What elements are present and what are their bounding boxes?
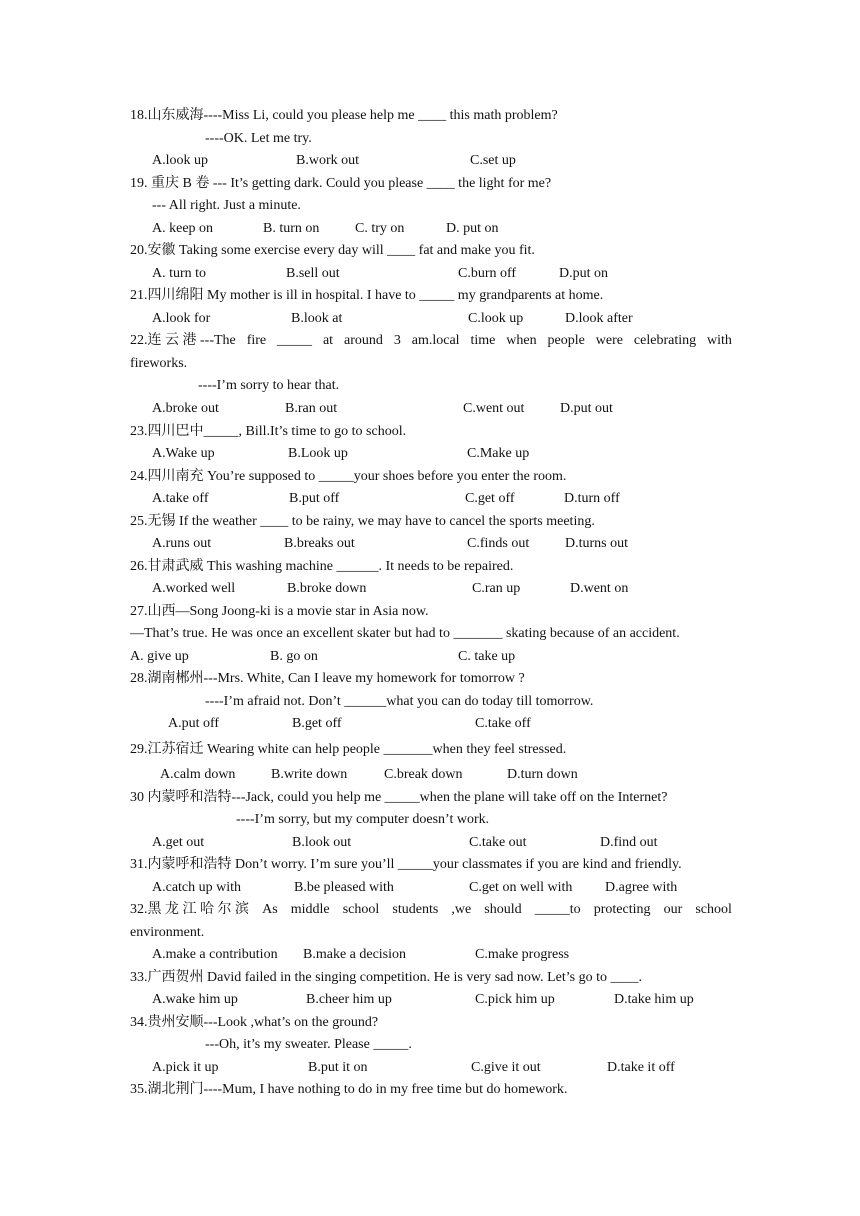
stem-word: school — [342, 902, 380, 917]
question-30-option-c: C.take out — [469, 835, 527, 850]
question-29-option-d: D.turn down — [507, 767, 578, 782]
question-22-option-d: D.put out — [560, 401, 613, 416]
stem-word: 22.连 云 港 ---The — [130, 333, 236, 348]
stem-word: am.local — [411, 333, 460, 348]
stem-word: 3 — [393, 333, 401, 348]
question-20-option-c: C.burn off — [458, 266, 517, 281]
question-21-option-d: D.look after — [565, 311, 633, 326]
question-34-option-c: C.give it out — [471, 1060, 541, 1075]
question-21-stem: 21.四川绵阳 My mother is ill in hospital. I have to _____ my grandparents at home. — [130, 288, 604, 303]
question-24-option-d: D.turn off — [564, 491, 620, 506]
question-33-stem: 33.广西贺州 David failed in the singing competition. He is very sad now. Let’s go to ____. — [130, 970, 642, 985]
question-30-stem: 30 内蒙呼和浩特---Jack, could you help me _____when the plane will take off on the Internet? — [130, 790, 668, 805]
question-18-stem: 18.山东威海----Miss Li, could you please help me ____ this math problem? — [130, 108, 558, 123]
question-20-option-d: D.put on — [559, 266, 608, 281]
question-18-option-b: B.work out — [296, 153, 359, 168]
question-32-option-c: C.make progress — [475, 947, 570, 962]
question-22-option-c: C.went out — [463, 401, 525, 416]
question-31-stem: 31.内蒙呼和浩特 Don’t worry. I’m sure you’ll _____your classmates if you are kind and friendly. — [130, 857, 682, 872]
stem-word: protecting — [593, 902, 651, 917]
question-26-stem: 26.甘肃武威 This washing machine ______. It needs to be repaired. — [130, 559, 514, 574]
question-19-stem: 19. 重庆 B 卷 --- It’s getting dark. Could you please ____ the light for me? — [130, 176, 552, 191]
question-35-stem: 35.湖北荆门----Mum, I have nothing to do in my free time but do homework. — [130, 1082, 568, 1097]
question-23-option-c: C.Make up — [467, 446, 530, 461]
question-21-option-a: A.look for — [152, 311, 211, 326]
question-34-option-d: D.take it off — [607, 1060, 675, 1075]
question-22-option-b: B.ran out — [285, 401, 338, 416]
question-23-option-a: A.Wake up — [152, 446, 215, 461]
question-27-option-a: A. give up — [130, 649, 189, 664]
question-26-option-a: A.worked well — [152, 581, 236, 596]
question-28-option-a: A.put off — [168, 716, 220, 731]
question-25-option-d: D.turns out — [565, 536, 628, 551]
stem-word: with — [707, 333, 732, 348]
question-29-stem: 29.江苏宿迁 Wearing white can help people _______when they feel stressed. — [130, 742, 567, 757]
stem-word: ,we — [451, 902, 472, 917]
question-23-option-b: B.Look up — [288, 446, 348, 461]
question-19-option-b: B. turn on — [263, 221, 320, 236]
question-24-stem: 24.四川南充 You’re supposed to _____your shoes before you enter the room. — [130, 469, 567, 484]
question-28-option-b: B.get off — [292, 716, 342, 731]
question-27-stem: 27.山西—Song Joong-ki is a movie star in Asia now. — [130, 604, 429, 619]
question-32-stem — [130, 901, 732, 919]
stem-word: time — [470, 333, 496, 348]
question-26-option-b: B.broke down — [287, 581, 367, 596]
question-29-option-a: A.calm down — [160, 767, 236, 782]
stem-word: As — [262, 902, 278, 917]
question-29-option-c: C.break down — [384, 767, 463, 782]
question-20-option-a: A. turn to — [152, 266, 207, 281]
stem-word: at — [322, 333, 334, 348]
question-24-option-c: C.get off — [465, 491, 515, 506]
question-27-reply: —That’s true. He was once an excellent skater but had to _______ skating because of an accident. — [130, 626, 680, 641]
question-22-stem — [130, 332, 732, 350]
question-18-reply: ----OK. Let me try. — [205, 131, 312, 146]
question-31-option-d: D.agree with — [605, 880, 678, 895]
question-29-option-b: B.write down — [271, 767, 348, 782]
question-33-option-c: C.pick him up — [475, 992, 555, 1007]
question-18-option-c: C.set up — [470, 153, 516, 168]
question-30-option-b: B.look out — [292, 835, 352, 850]
question-28-reply: ----I’m afraid not. Don’t ______what you can do today till tomorrow. — [205, 694, 594, 709]
question-34-option-a: A.pick it up — [152, 1060, 219, 1075]
stem-word: _____to — [534, 902, 581, 917]
question-28-option-c: C.take off — [475, 716, 531, 731]
question-24-option-b: B.put off — [289, 491, 340, 506]
stem-word: celebrating — [633, 333, 697, 348]
question-21-option-c: C.look up — [468, 311, 524, 326]
question-19-option-a: A. keep on — [152, 221, 214, 236]
question-25-stem: 25.无锡 If the weather ____ to be rainy, we may have to cancel the sports meeting. — [130, 514, 595, 529]
question-26-option-c: C.ran up — [472, 581, 521, 596]
stem-word: people — [547, 333, 585, 348]
question-27-option-c: C. take up — [458, 649, 516, 664]
question-22-option-a: A.broke out — [152, 401, 219, 416]
question-33-option-d: D.take him up — [614, 992, 694, 1007]
question-28-stem: 28.湖南郴州---Mrs. White, Can I leave my homework for tomorrow ? — [130, 671, 525, 686]
question-34-reply: ---Oh, it’s my sweater. Please _____. — [205, 1037, 412, 1052]
question-32-option-b: B.make a decision — [303, 947, 407, 962]
question-21-option-b: B.look at — [291, 311, 343, 326]
stem-word: school — [695, 902, 732, 917]
stem-word: _____ — [277, 333, 313, 348]
question-31-option-a: A.catch up with — [152, 880, 242, 895]
question-22-stem-continued: fireworks. — [130, 356, 188, 371]
question-19-option-c: C. try on — [355, 221, 405, 236]
question-25-option-a: A.runs out — [152, 536, 212, 551]
question-19-reply: --- All right. Just a minute. — [152, 198, 301, 213]
question-23-stem: 23.四川巴中_____, Bill.It’s time to go to school. — [130, 424, 407, 439]
question-19-option-d: D. put on — [446, 221, 499, 236]
stem-word: students — [392, 902, 439, 917]
question-27-option-b: B. go on — [270, 649, 318, 664]
stem-word: when — [506, 333, 537, 348]
question-34-option-b: B.put it on — [308, 1060, 368, 1075]
question-24-option-a: A.take off — [152, 491, 209, 506]
stem-word: 32.黑 龙 江 哈 尔 滨 — [130, 902, 249, 917]
question-34-stem: 34.贵州安顺---Look ,what’s on the ground? — [130, 1015, 379, 1030]
question-22-reply: ----I’m sorry to hear that. — [198, 378, 340, 393]
question-26-option-d: D.went on — [570, 581, 629, 596]
question-30-reply: ----I’m sorry, but my computer doesn’t work. — [236, 812, 490, 827]
stem-word: our — [663, 902, 683, 917]
question-30-option-d: D.find out — [600, 835, 658, 850]
stem-word: middle — [290, 902, 330, 917]
question-33-option-b: B.cheer him up — [306, 992, 392, 1007]
stem-word: around — [344, 333, 383, 348]
question-20-stem: 20.安徽 Taking some exercise every day will ____ fat and make you fit. — [130, 243, 535, 258]
question-33-option-a: A.wake him up — [152, 992, 238, 1007]
question-20-option-b: B.sell out — [286, 266, 340, 281]
question-32-option-a: A.make a contribution — [152, 947, 278, 962]
question-31-option-b: B.be pleased with — [294, 880, 394, 895]
stem-word: were — [595, 333, 623, 348]
question-25-option-c: C.finds out — [467, 536, 530, 551]
question-30-option-a: A.get out — [152, 835, 205, 850]
stem-word: should — [484, 902, 522, 917]
stem-word: fire — [246, 333, 267, 348]
question-31-option-c: C.get on well with — [469, 880, 573, 895]
question-18-option-a: A.look up — [152, 153, 208, 168]
question-25-option-b: B.breaks out — [284, 536, 355, 551]
question-32-stem-continued: environment. — [130, 925, 205, 940]
